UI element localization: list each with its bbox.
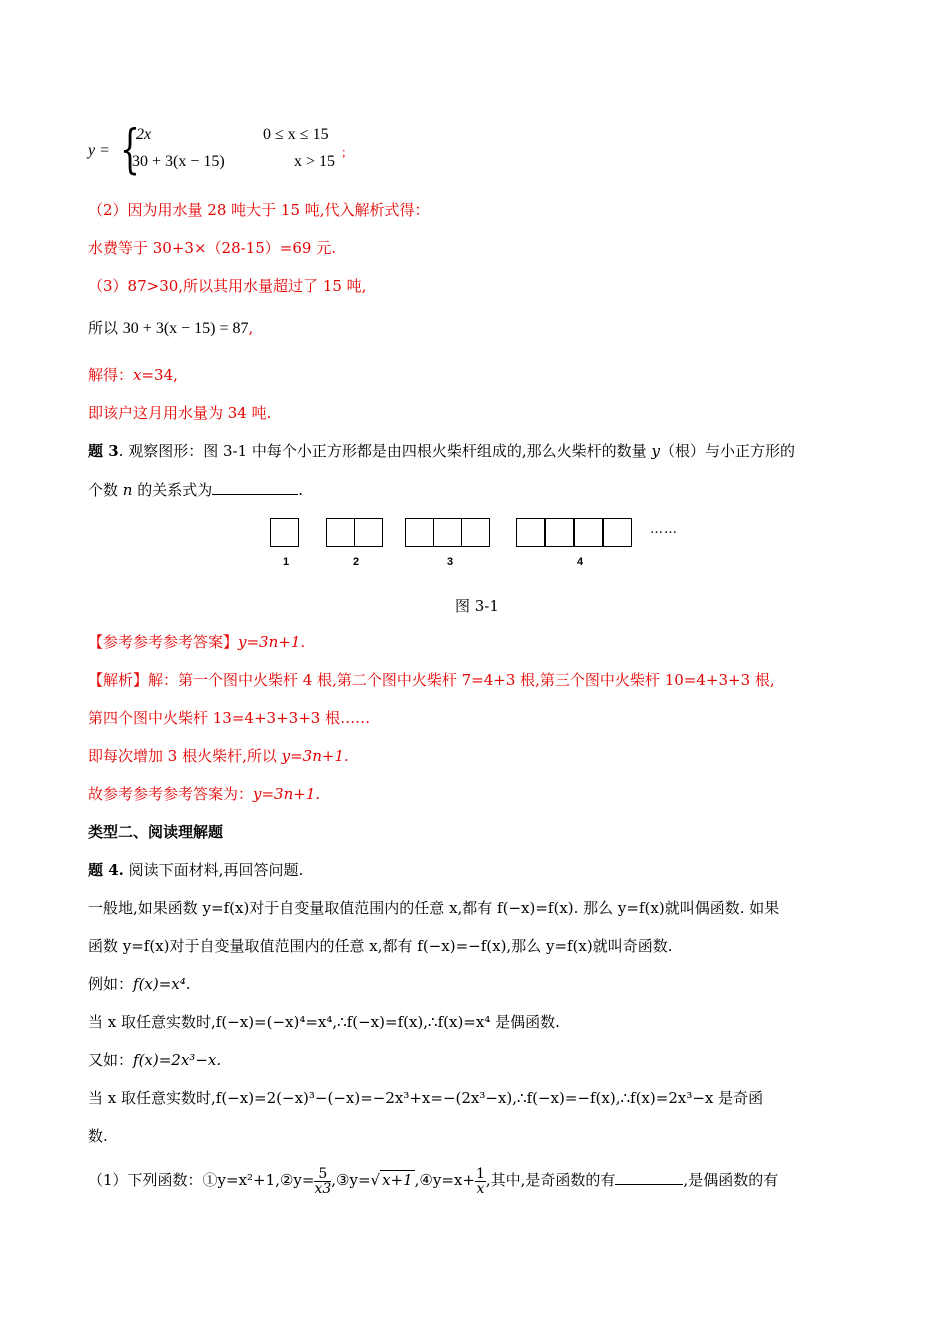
analysis3-line3 [88, 746, 349, 766]
part3-line3 [88, 365, 178, 385]
figure-label-3: 3 [447, 556, 454, 568]
square-group4-4 [603, 518, 632, 547]
sqrt-icon: √ [370, 1171, 381, 1189]
square-group3-1 [405, 518, 434, 547]
figure-label-4: 4 [577, 556, 584, 568]
analysis3-line4-prefix: 故参考参考参考答案为： [88, 785, 254, 803]
sqrt-expression [371, 1162, 415, 1198]
q4-sub1-c: ,④y=x+ [414, 1171, 475, 1189]
fraction1-numerator: 5 [314, 1167, 331, 1182]
fraction2-denominator: x [476, 1180, 485, 1197]
part3-line4: 即该户这月用水量为 34 吨. [88, 404, 272, 422]
piecewise-terminator: ; [342, 144, 346, 159]
fraction1-denominator: x3 [314, 1180, 332, 1197]
piecewise-function [88, 120, 368, 180]
q4-heading [88, 860, 303, 880]
analysis3-line2: 第四个图中火柴杆 13=4+3+3+3 根…… [88, 709, 371, 727]
q3-text1: . 观察图形：图 3-1 中每个小正方形都是由四根火柴杆组成的,那么火柴杆的数量 [118, 442, 647, 460]
q4-example2-func: f(x)=2x³−x. [133, 1051, 222, 1069]
piecewise-row2-cond: x > 15 [294, 153, 336, 170]
q3-text3c: . [298, 481, 304, 499]
q3-answer-blank [212, 480, 298, 495]
q4-sub1-d: ,其中,是奇函数的有 [485, 1171, 616, 1189]
q3-var-y: y [651, 442, 660, 460]
q4-odd-blank [615, 1170, 683, 1185]
piecewise-row2-expr: 30 + 3(x − 15) [132, 153, 225, 170]
square-group2-1 [326, 518, 355, 547]
part3-line3-prefix: 解得： [88, 366, 134, 384]
answer3-tag: 【参考参考参考答案】 [88, 633, 239, 651]
part3-equation: 30 + 3(x − 15) = 87 [122, 320, 249, 337]
analysis3-line1 [88, 670, 775, 690]
figure-ellipsis: …… [650, 522, 678, 537]
analysis3-line4 [88, 784, 320, 804]
q4-example2-line1: 当 x 取任意实数时,f(−x)=2(−x)³−(−x)=−2x³+x=−(2x³−x),∴f(−x)=−f(x),∴f(x)=2x³−x 是奇函 [88, 1089, 764, 1107]
fraction2-numerator: 1 [475, 1165, 485, 1182]
q4-sub1 [88, 1162, 778, 1198]
figure-label-1: 1 [283, 556, 290, 568]
square-group2-2 [354, 518, 383, 547]
part3-line3-var: x [133, 366, 142, 384]
q3-text2: （根）与小正方形的 [659, 442, 795, 460]
figure-label-2: 2 [353, 556, 360, 568]
part2-line2: 水费等于 30+3×（28-15）=69 元. [88, 239, 336, 257]
q4-sub1-a: （1）下列函数：①y=x²+1,②y= [88, 1171, 315, 1189]
q4-sub1-e: ,是偶函数的有 [683, 1171, 779, 1189]
fraction-1-over-x [475, 1167, 486, 1196]
q4-paragraph2: 函数 y=f(x)对于自变量取值范围内的任意 x,都有 f(−x)=−f(x),那么 y=f(x)就叫奇函数. [88, 937, 673, 955]
square-group1-1 [270, 518, 299, 547]
q4-label: 题 4. [88, 861, 124, 879]
q4-example1-func: f(x)=x⁴. [133, 975, 191, 993]
q4-example1-label: 例如： [88, 975, 134, 993]
part2-line1: （2）因为用水量 28 吨大于 15 吨,代入解析式得： [88, 201, 430, 219]
square-group4-2 [545, 518, 574, 547]
section2-title: 类型二、阅读理解题 [88, 823, 224, 841]
part3-line1: （3）87>30,所以其用水量超过了 15 吨, [88, 277, 367, 295]
figure-caption: 图 3-1 [455, 597, 499, 615]
square-group3-2 [433, 518, 462, 547]
part3-line2-suffix: , [248, 319, 254, 337]
q4-intro: 阅读下面材料,再回答问题. [128, 861, 304, 879]
q4-example1-line: 当 x 取任意实数时,f(−x)=(−x)⁴=x⁴,∴f(−x)=f(x),∴f(x)=x⁴ 是偶函数. [88, 1013, 560, 1031]
q3-line1 [88, 441, 795, 461]
matchstick-figure [270, 518, 690, 578]
part3-line2-prefix: 所以 [88, 319, 119, 337]
piecewise-row1-cond: 0 ≤ x ≤ 15 [263, 126, 329, 143]
q3-label: 题 3 [88, 442, 119, 460]
q3-text3a: 个数 [88, 481, 119, 499]
square-group4-3 [574, 518, 603, 547]
analysis3-line3-eq: y=3n+1. [281, 747, 349, 765]
analysis3-text1: 解：第一个图中火柴杆 4 根,第二个图中火柴杆 7=4+3 根,第三个图中火柴杆 10=4+3+3 根, [148, 671, 775, 689]
q4-sub1-b: ,③y= [331, 1171, 371, 1189]
analysis3-line3-prefix: 即每次增加 3 根火柴杆,所以 [88, 747, 277, 765]
answer3-value: y=3n+1. [238, 633, 306, 651]
q4-example2 [88, 1050, 221, 1070]
answer3-line [88, 632, 305, 652]
fraction-5-over-x3 [314, 1167, 331, 1196]
piecewise-lhs: y = [88, 142, 110, 159]
q4-example2-line2: 数. [88, 1127, 108, 1145]
left-brace: { [120, 120, 140, 180]
q4-example1 [88, 974, 191, 994]
analysis3-tag: 【解析】 [88, 671, 149, 689]
part3-line3-val: =34, [141, 366, 178, 384]
analysis3-line4-eq: y=3n+1. [253, 785, 321, 803]
piecewise-row1-expr: 2x [136, 126, 152, 143]
q3-text3b: 的关系式为 [137, 481, 213, 499]
q4-paragraph1: 一般地,如果函数 y=f(x)对于自变量取值范围内的任意 x,都有 f(−x)=f(x). 那么 y=f(x)就叫偶函数. 如果 [88, 899, 780, 917]
square-group4-1 [516, 518, 545, 547]
sqrt-radicand: x+1 [382, 1171, 413, 1189]
part3-line2 [88, 318, 253, 339]
square-group3-3 [461, 518, 490, 547]
q3-line2 [88, 480, 303, 500]
q3-var-n: n [122, 481, 133, 499]
q4-example2-label: 又如： [88, 1051, 134, 1069]
